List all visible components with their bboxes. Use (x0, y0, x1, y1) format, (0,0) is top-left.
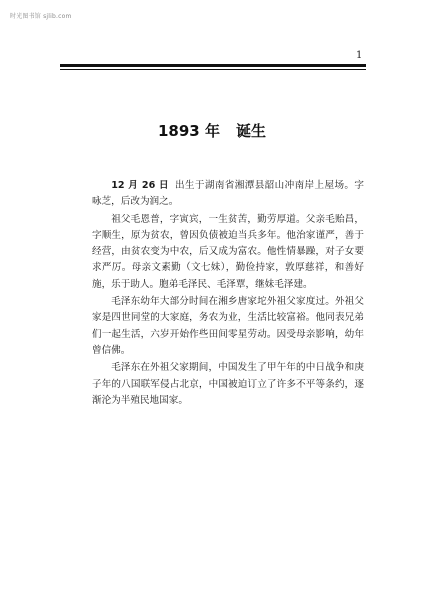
chapter-title (0, 120, 424, 141)
birth-date: 12 月 26 日 (111, 180, 169, 191)
body-text (92, 178, 364, 409)
paragraph-childhood: 毛泽东幼年大部分时间在湘乡唐家坨外祖父家度过。外祖父家是四世同堂的大家庭，务农为业，生活比较富裕。他同表兄弟们一起生活，六岁开始作些田间零星劳动。因受母亲影响，幼年曾信佛。 (92, 296, 364, 356)
chapter-year: 1893 年 (158, 122, 220, 140)
paragraph-text: 出生于湖南省湘潭县韶山冲南岸上屋场。字咏芝，后改为润之。 (92, 180, 364, 208)
paragraph-history: 毛泽东在外祖父家期间，中国发生了甲午年的中日战争和庚子年的八国联军侵占北京，中国被迫订立了许多不平等条约，逐渐沦为半殖民地国家。 (92, 362, 364, 406)
header-rule-thick (60, 64, 366, 67)
paragraph-family: 祖父毛恩普，字寅宾，一生贫苦，勤劳厚道。父亲毛贻昌，字顺生，原为贫农，曾因负债被迫当兵多年。他治家谨严，善于经营，由贫农变为中农，后又成为富农。他性情暴躁，对子女要求严厉。母亲文素勤（文七妹），勤俭持家，敦厚慈祥，和善好施，乐于助人。胞弟毛泽民、毛泽覃，继妹毛泽建。 (92, 213, 364, 290)
watermark: 时光图书馆 sjlib.com (10, 13, 72, 20)
page-number: 1 (356, 50, 363, 61)
header-rule-thin (60, 69, 366, 70)
paragraph-birth (92, 178, 364, 211)
chapter-heading: 诞生 (235, 122, 266, 140)
